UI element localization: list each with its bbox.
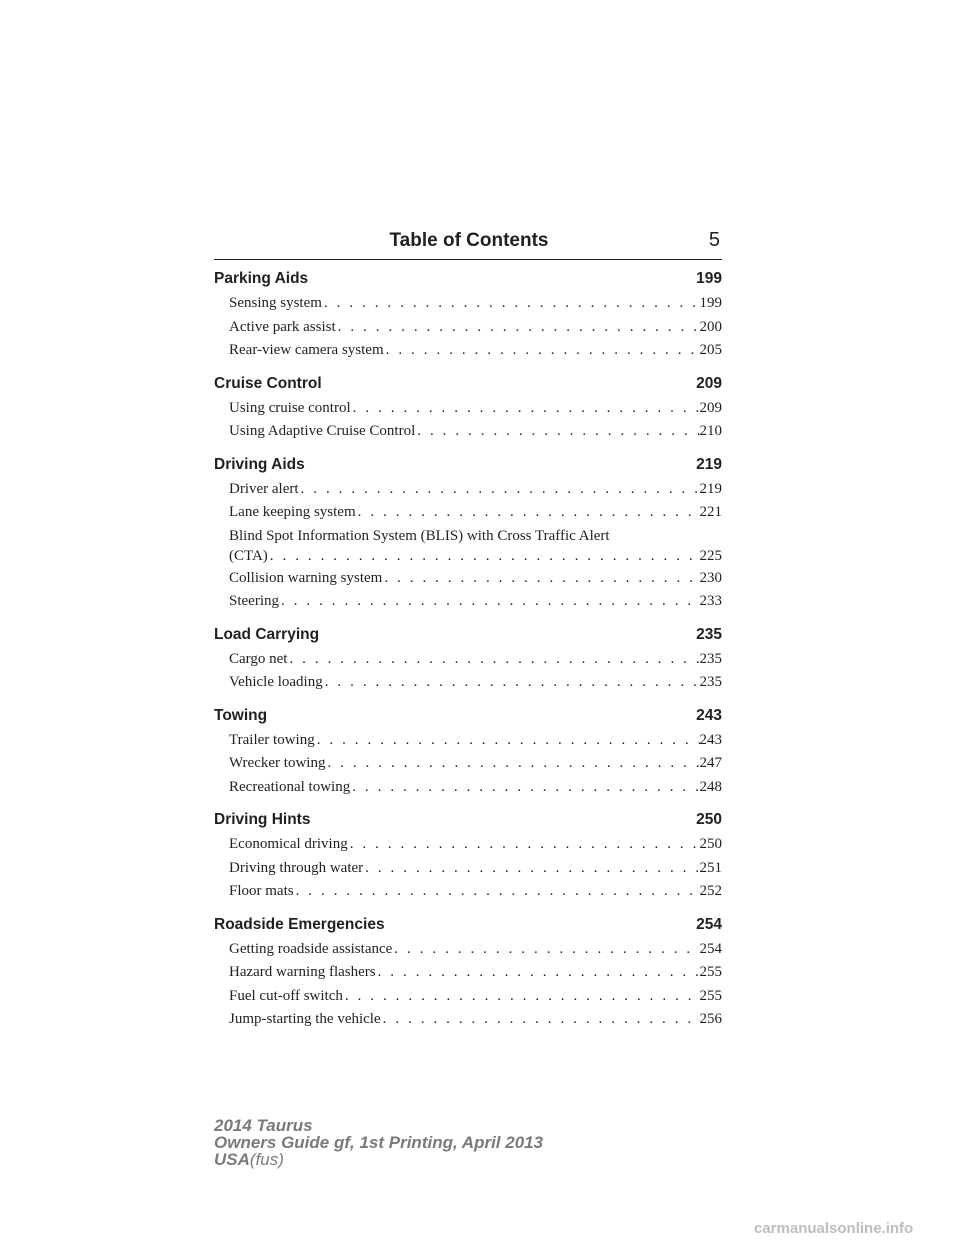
entry-page: 225 — [699, 547, 722, 564]
entry-label: Lane keeping system — [229, 504, 356, 520]
entry-label: Using cruise control — [229, 399, 351, 416]
dot-leader — [384, 339, 700, 363]
section-title: Parking Aids — [214, 270, 309, 287]
section-heading[interactable] — [214, 266, 722, 292]
footer-model: 2014 Taurus — [214, 1116, 313, 1135]
dot-leader — [336, 316, 700, 340]
dot-leader — [299, 478, 700, 502]
entry-label: Rear-view camera system — [229, 342, 384, 358]
dot-leader — [363, 857, 699, 881]
watermark: carmanualsonline.info — [754, 1220, 914, 1237]
toc-entry[interactable] — [214, 292, 722, 316]
toc-entry[interactable] — [214, 339, 722, 363]
section-heading[interactable] — [214, 622, 722, 648]
section-title: Driving Aids — [214, 455, 305, 473]
footer-region — [214, 1151, 634, 1168]
entry-label: Driving through water — [229, 859, 364, 876]
dot-leader — [325, 752, 699, 776]
dot-leader — [294, 880, 700, 904]
section-heading[interactable] — [214, 807, 722, 833]
dot-leader — [315, 729, 700, 753]
entry-label: Steering — [229, 593, 279, 609]
table-of-contents — [214, 266, 722, 1040]
page-header — [214, 230, 722, 260]
toc-entry[interactable] — [214, 961, 722, 985]
entry-label: Active park assist — [229, 318, 336, 335]
entry-page: 235 — [699, 650, 722, 667]
toc-section — [214, 371, 722, 444]
dot-leader — [279, 590, 700, 614]
dot-leader — [415, 420, 699, 444]
entry-page: 210 — [699, 423, 722, 439]
toc-section — [214, 912, 722, 1032]
toc-entry[interactable] — [214, 752, 722, 776]
entry-page: 230 — [699, 569, 722, 586]
footer — [214, 1117, 634, 1168]
entry-page: 254 — [699, 940, 722, 957]
page-title: Table of Contents — [389, 230, 549, 251]
section-page: 199 — [696, 270, 722, 287]
toc-section — [214, 807, 722, 904]
entry-page: 235 — [699, 674, 722, 690]
entry-label: Driver alert — [229, 480, 299, 497]
toc-entry[interactable] — [214, 567, 722, 591]
footer-region-suffix: (fus) — [249, 1150, 284, 1169]
toc-entry[interactable] — [214, 478, 722, 502]
dot-leader — [381, 1008, 700, 1032]
section-title: Load Carrying — [214, 625, 320, 643]
entry-page: 200 — [699, 318, 722, 335]
dot-leader — [348, 833, 700, 857]
entry-page: 247 — [699, 755, 722, 771]
toc-entry[interactable] — [214, 857, 722, 881]
entry-label: Fuel cut-off switch — [229, 987, 343, 1004]
toc-entry[interactable] — [214, 671, 722, 695]
section-page: 250 — [696, 811, 722, 828]
entry-page: 256 — [699, 1011, 722, 1027]
dot-leader — [287, 648, 699, 672]
toc-entry[interactable] — [214, 316, 722, 340]
entry-label: Vehicle loading — [229, 674, 323, 690]
dot-leader — [322, 292, 700, 316]
toc-entry[interactable] — [214, 985, 722, 1009]
dot-leader — [350, 776, 699, 800]
entry-page: 205 — [699, 342, 722, 358]
section-page: 254 — [696, 915, 722, 933]
entry-label-continued: (CTA) — [229, 547, 268, 564]
entry-page: 209 — [699, 399, 722, 416]
entry-page: 255 — [699, 964, 722, 980]
toc-section — [214, 622, 722, 695]
section-page: 219 — [696, 455, 722, 473]
toc-entry[interactable] — [214, 648, 722, 672]
toc-entry[interactable] — [214, 1008, 722, 1032]
toc-entry[interactable] — [214, 729, 722, 753]
entry-label: Using Adaptive Cruise Control — [229, 423, 416, 439]
toc-entry[interactable] — [214, 397, 722, 421]
dot-leader — [382, 567, 699, 591]
entry-page: 219 — [699, 480, 722, 497]
toc-entry[interactable] — [214, 776, 722, 800]
entry-label: Economical driving — [229, 836, 348, 852]
entry-label: Jump-starting the vehicle — [229, 1011, 381, 1027]
section-title: Driving Hints — [214, 811, 311, 828]
dot-leader — [392, 938, 699, 962]
section-title: Towing — [214, 706, 268, 724]
toc-entry[interactable] — [214, 525, 722, 567]
dot-leader — [356, 501, 700, 525]
entry-page: 248 — [699, 778, 722, 795]
toc-entry[interactable] — [214, 501, 722, 525]
toc-entry[interactable] — [214, 938, 722, 962]
entry-page: 221 — [699, 504, 722, 520]
dot-leader — [343, 985, 700, 1009]
section-title: Roadside Emergencies — [214, 915, 385, 933]
entry-label: Sensing system — [229, 295, 322, 311]
entry-page: 199 — [699, 295, 722, 311]
entry-label: Hazard warning flashers — [229, 964, 376, 980]
section-title: Cruise Control — [214, 374, 322, 392]
entry-page: 243 — [699, 731, 722, 748]
entry-label: Cargo net — [229, 650, 288, 667]
toc-entry[interactable] — [214, 880, 722, 904]
toc-entry[interactable] — [214, 833, 722, 857]
entry-page: 252 — [699, 883, 722, 899]
footer-region-code: USA — [214, 1150, 250, 1169]
dot-leader — [376, 961, 700, 985]
section-page: 209 — [696, 374, 722, 392]
entry-label: Trailer towing — [229, 731, 315, 748]
footer-printing: Owners Guide gf, 1st Printing, April 2013 — [214, 1133, 544, 1152]
entry-label: Getting roadside assistance — [229, 940, 393, 957]
entry-label: Collision warning system — [229, 569, 383, 586]
dot-leader — [351, 397, 700, 421]
section-heading[interactable] — [214, 371, 722, 397]
section-page: 235 — [696, 625, 722, 643]
section-heading[interactable] — [214, 912, 722, 938]
section-heading[interactable] — [214, 452, 722, 478]
entry-label: Recreational towing — [229, 778, 351, 795]
toc-entry[interactable] — [214, 420, 722, 444]
section-page: 243 — [696, 706, 722, 724]
toc-entry[interactable] — [214, 590, 722, 614]
toc-section — [214, 452, 722, 614]
entry-label: Floor mats — [229, 883, 294, 899]
page-number: 5 — [708, 229, 720, 251]
entry-page: 255 — [699, 987, 722, 1004]
entry-page: 233 — [699, 593, 722, 609]
entry-page: 251 — [699, 859, 722, 876]
entry-label: Blind Spot Information System (BLIS) with Cross Traffic Alert — [229, 527, 610, 544]
section-heading[interactable] — [214, 703, 722, 729]
dot-leader — [268, 545, 700, 567]
dot-leader — [323, 671, 700, 695]
entry-label: Wrecker towing — [229, 755, 326, 771]
entry-page: 250 — [699, 836, 722, 852]
toc-section — [214, 703, 722, 800]
toc-section — [214, 266, 722, 363]
